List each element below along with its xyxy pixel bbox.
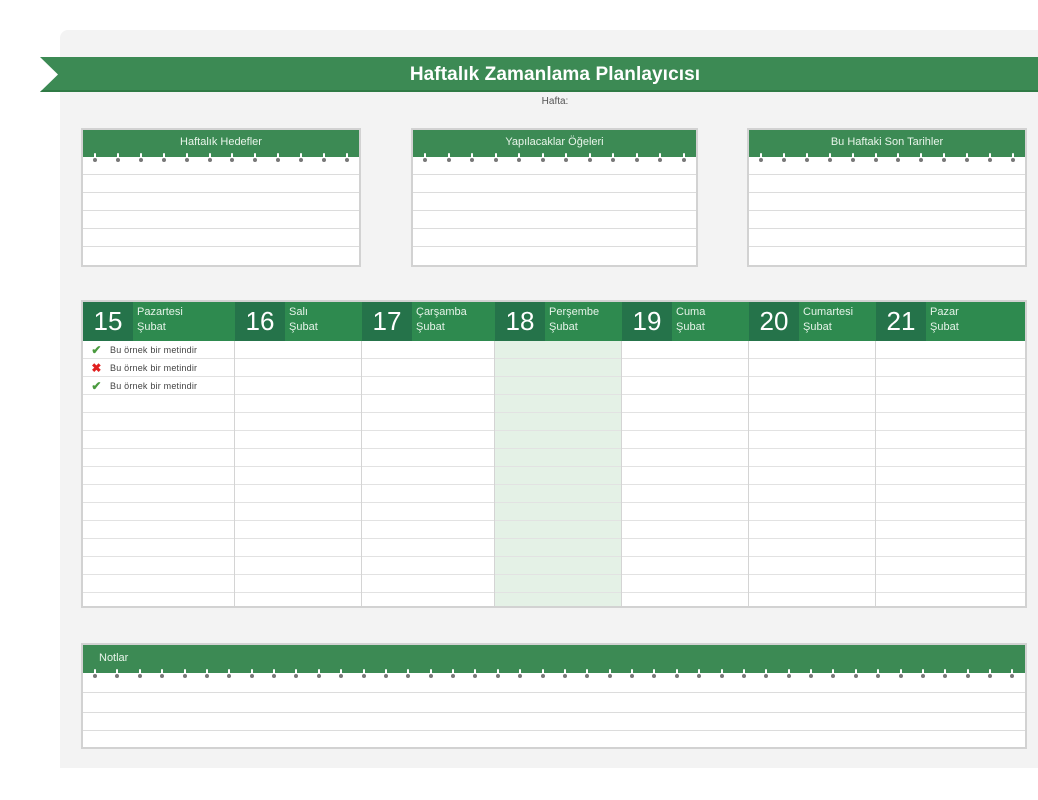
task-row[interactable] bbox=[749, 557, 875, 575]
deadlines-panel bbox=[747, 128, 1027, 267]
day-column-tuesday[interactable] bbox=[235, 341, 362, 606]
day-name: Çarşamba bbox=[416, 306, 467, 318]
day-name: Pazar bbox=[930, 306, 959, 318]
day-column-saturday[interactable] bbox=[749, 341, 876, 606]
task-row[interactable] bbox=[362, 539, 494, 557]
notes-title: Notlar bbox=[99, 652, 129, 664]
goal-line[interactable] bbox=[83, 229, 359, 247]
day-header-wednesday bbox=[362, 302, 495, 341]
check-icon[interactable]: ✔ bbox=[91, 342, 102, 357]
task-row[interactable] bbox=[83, 359, 234, 377]
weekly-goals-panel bbox=[81, 128, 361, 267]
task-row[interactable] bbox=[749, 539, 875, 557]
goal-line[interactable] bbox=[83, 175, 359, 193]
task-row[interactable] bbox=[362, 521, 494, 539]
note-line[interactable] bbox=[83, 731, 1025, 747]
task-row[interactable] bbox=[622, 341, 748, 359]
task-row[interactable] bbox=[83, 539, 234, 557]
task-row[interactable] bbox=[495, 485, 621, 503]
day-name: Cumartesi bbox=[803, 306, 854, 318]
task-row[interactable] bbox=[749, 341, 875, 359]
goal-line[interactable] bbox=[83, 247, 359, 265]
day-label bbox=[545, 302, 622, 341]
day-column-monday[interactable] bbox=[83, 341, 235, 606]
day-number: 16 bbox=[235, 302, 285, 341]
task-row[interactable] bbox=[235, 575, 361, 593]
task-row[interactable] bbox=[876, 539, 1025, 557]
day-label bbox=[285, 302, 362, 341]
weekly-goals-header bbox=[83, 130, 359, 157]
task-row[interactable] bbox=[622, 413, 748, 431]
task-row[interactable] bbox=[749, 395, 875, 413]
deadline-line[interactable] bbox=[749, 229, 1025, 247]
day-header-saturday bbox=[749, 302, 876, 341]
day-month: Şubat bbox=[930, 321, 959, 333]
day-header-tuesday bbox=[235, 302, 362, 341]
todo-line[interactable] bbox=[413, 193, 696, 211]
task-row[interactable] bbox=[622, 395, 748, 413]
weekly-goals-lines[interactable] bbox=[83, 157, 359, 265]
day-number: 18 bbox=[495, 302, 545, 341]
check-icon[interactable]: ✔ bbox=[91, 378, 102, 393]
task-row[interactable] bbox=[622, 503, 748, 521]
task-row[interactable] bbox=[83, 521, 234, 539]
task-row[interactable] bbox=[495, 413, 621, 431]
task-row[interactable] bbox=[83, 395, 234, 413]
task-row[interactable] bbox=[362, 575, 494, 593]
task-row[interactable] bbox=[83, 557, 234, 575]
week-header bbox=[83, 302, 1025, 341]
day-header-monday bbox=[83, 302, 235, 341]
todo-line[interactable] bbox=[413, 211, 696, 229]
week-grid bbox=[81, 300, 1027, 608]
task-row[interactable] bbox=[876, 449, 1025, 467]
task-row[interactable] bbox=[235, 485, 361, 503]
task-row[interactable] bbox=[235, 395, 361, 413]
task-row[interactable] bbox=[362, 449, 494, 467]
notes-header bbox=[83, 645, 1025, 673]
todo-line[interactable] bbox=[413, 175, 696, 193]
task-row[interactable] bbox=[622, 539, 748, 557]
day-header-friday bbox=[622, 302, 749, 341]
task-row[interactable] bbox=[876, 431, 1025, 449]
task-row[interactable] bbox=[83, 449, 234, 467]
day-month: Şubat bbox=[289, 321, 318, 333]
task-text: Bu örnek bir metindir bbox=[110, 380, 198, 391]
task-row[interactable] bbox=[235, 431, 361, 449]
day-name: Pazartesi bbox=[137, 306, 183, 318]
task-row[interactable] bbox=[749, 503, 875, 521]
task-row[interactable] bbox=[876, 485, 1025, 503]
day-header-sunday bbox=[876, 302, 1025, 341]
note-line[interactable] bbox=[83, 713, 1025, 731]
todo-line[interactable] bbox=[413, 247, 696, 265]
day-column-wednesday[interactable] bbox=[362, 341, 495, 606]
day-month: Şubat bbox=[803, 321, 832, 333]
task-row[interactable] bbox=[83, 485, 234, 503]
task-row[interactable] bbox=[362, 377, 494, 395]
task-row[interactable] bbox=[876, 467, 1025, 485]
task-row[interactable] bbox=[749, 449, 875, 467]
task-row[interactable] bbox=[235, 377, 361, 395]
task-row[interactable] bbox=[495, 575, 621, 593]
task-row[interactable] bbox=[495, 431, 621, 449]
task-row[interactable] bbox=[622, 449, 748, 467]
day-label bbox=[412, 302, 495, 341]
task-row[interactable] bbox=[362, 431, 494, 449]
task-row[interactable] bbox=[749, 359, 875, 377]
deadline-line[interactable] bbox=[749, 247, 1025, 265]
task-row[interactable] bbox=[622, 521, 748, 539]
deadlines-title: Bu Haftaki Son Tarihler bbox=[830, 136, 944, 148]
todo-line[interactable] bbox=[413, 229, 696, 247]
task-row[interactable] bbox=[362, 503, 494, 521]
day-label bbox=[133, 302, 235, 341]
task-row[interactable] bbox=[362, 557, 494, 575]
note-line[interactable] bbox=[83, 673, 1025, 693]
task-row[interactable] bbox=[83, 431, 234, 449]
task-row[interactable] bbox=[83, 377, 234, 395]
task-row[interactable] bbox=[495, 539, 621, 557]
task-row[interactable] bbox=[749, 377, 875, 395]
deadline-line[interactable] bbox=[749, 193, 1025, 211]
goal-line[interactable] bbox=[83, 193, 359, 211]
todo-items-lines[interactable] bbox=[413, 157, 696, 265]
week-body bbox=[83, 341, 1025, 606]
task-row[interactable] bbox=[362, 341, 494, 359]
notes-panel bbox=[81, 643, 1027, 749]
task-row[interactable] bbox=[622, 485, 748, 503]
task-row[interactable] bbox=[876, 377, 1025, 395]
task-row[interactable] bbox=[622, 431, 748, 449]
goal-line[interactable] bbox=[83, 211, 359, 229]
task-row[interactable] bbox=[495, 395, 621, 413]
task-row[interactable] bbox=[235, 341, 361, 359]
task-row[interactable] bbox=[876, 503, 1025, 521]
day-month: Şubat bbox=[416, 321, 445, 333]
task-row[interactable] bbox=[83, 575, 234, 593]
task-row[interactable] bbox=[495, 449, 621, 467]
task-row[interactable] bbox=[495, 557, 621, 575]
task-row[interactable] bbox=[362, 467, 494, 485]
task-row[interactable] bbox=[495, 341, 621, 359]
task-row[interactable] bbox=[362, 359, 494, 377]
task-row[interactable] bbox=[235, 539, 361, 557]
task-row[interactable] bbox=[749, 521, 875, 539]
task-row[interactable] bbox=[83, 503, 234, 521]
day-column-friday[interactable] bbox=[622, 341, 749, 606]
day-name: Perşembe bbox=[549, 306, 600, 318]
task-row[interactable] bbox=[876, 575, 1025, 593]
task-row[interactable] bbox=[235, 557, 361, 575]
task-row[interactable] bbox=[235, 449, 361, 467]
day-number: 15 bbox=[83, 302, 133, 341]
deadline-line[interactable] bbox=[749, 157, 1025, 175]
day-name: Salı bbox=[289, 306, 308, 318]
task-row[interactable] bbox=[495, 467, 621, 485]
cross-icon[interactable]: ✖ bbox=[91, 360, 102, 375]
deadline-line[interactable] bbox=[749, 211, 1025, 229]
todo-items-panel bbox=[411, 128, 698, 267]
task-row[interactable] bbox=[362, 395, 494, 413]
todo-line[interactable] bbox=[413, 157, 696, 175]
deadline-line[interactable] bbox=[749, 175, 1025, 193]
deadlines-lines[interactable] bbox=[749, 157, 1025, 265]
day-label bbox=[926, 302, 1025, 341]
task-row[interactable] bbox=[749, 575, 875, 593]
task-row[interactable] bbox=[876, 413, 1025, 431]
day-number: 20 bbox=[749, 302, 799, 341]
note-line[interactable] bbox=[83, 693, 1025, 713]
task-row[interactable] bbox=[362, 485, 494, 503]
task-row[interactable] bbox=[876, 395, 1025, 413]
task-row[interactable] bbox=[495, 359, 621, 377]
day-number: 17 bbox=[362, 302, 412, 341]
week-label[interactable]: Hafta: bbox=[541, 96, 569, 107]
task-row[interactable] bbox=[495, 503, 621, 521]
task-row[interactable] bbox=[235, 521, 361, 539]
day-month: Şubat bbox=[549, 321, 578, 333]
task-row[interactable] bbox=[622, 467, 748, 485]
task-row[interactable] bbox=[876, 359, 1025, 377]
day-label bbox=[672, 302, 749, 341]
day-name: Cuma bbox=[676, 306, 706, 318]
task-row[interactable] bbox=[83, 467, 234, 485]
task-row[interactable] bbox=[83, 341, 234, 359]
task-row[interactable] bbox=[235, 503, 361, 521]
task-row[interactable] bbox=[622, 557, 748, 575]
page-title: Haftalık Zamanlama Planlayıcısı bbox=[409, 64, 701, 85]
deadlines-header bbox=[749, 130, 1025, 157]
task-text: Bu örnek bir metindir bbox=[110, 344, 198, 355]
task-row[interactable] bbox=[83, 413, 234, 431]
todo-items-title: Yapılacaklar Öğeleri bbox=[505, 136, 604, 148]
day-month: Şubat bbox=[676, 321, 705, 333]
day-label bbox=[799, 302, 876, 341]
day-column-sunday[interactable] bbox=[876, 341, 1025, 606]
weekly-goals-title: Haftalık Hedefler bbox=[180, 136, 262, 148]
task-row[interactable] bbox=[749, 467, 875, 485]
task-row[interactable] bbox=[622, 575, 748, 593]
day-month: Şubat bbox=[137, 321, 166, 333]
task-row[interactable] bbox=[235, 413, 361, 431]
goal-line[interactable] bbox=[83, 157, 359, 175]
task-row[interactable] bbox=[876, 521, 1025, 539]
todo-items-header bbox=[413, 130, 696, 157]
task-row[interactable] bbox=[362, 413, 494, 431]
notes-lines[interactable] bbox=[83, 673, 1025, 747]
task-row[interactable] bbox=[622, 359, 748, 377]
task-row[interactable] bbox=[876, 557, 1025, 575]
task-row[interactable] bbox=[749, 485, 875, 503]
task-row[interactable] bbox=[235, 467, 361, 485]
task-row[interactable] bbox=[235, 359, 361, 377]
task-row[interactable] bbox=[622, 377, 748, 395]
day-number: 21 bbox=[876, 302, 926, 341]
task-row[interactable] bbox=[876, 341, 1025, 359]
task-row[interactable] bbox=[495, 377, 621, 395]
day-column-thursday[interactable] bbox=[495, 341, 622, 606]
day-header-thursday bbox=[495, 302, 622, 341]
task-text: Bu örnek bir metindir bbox=[110, 362, 198, 373]
task-row[interactable] bbox=[749, 431, 875, 449]
task-row[interactable] bbox=[495, 521, 621, 539]
task-row[interactable] bbox=[749, 413, 875, 431]
day-number: 19 bbox=[622, 302, 672, 341]
